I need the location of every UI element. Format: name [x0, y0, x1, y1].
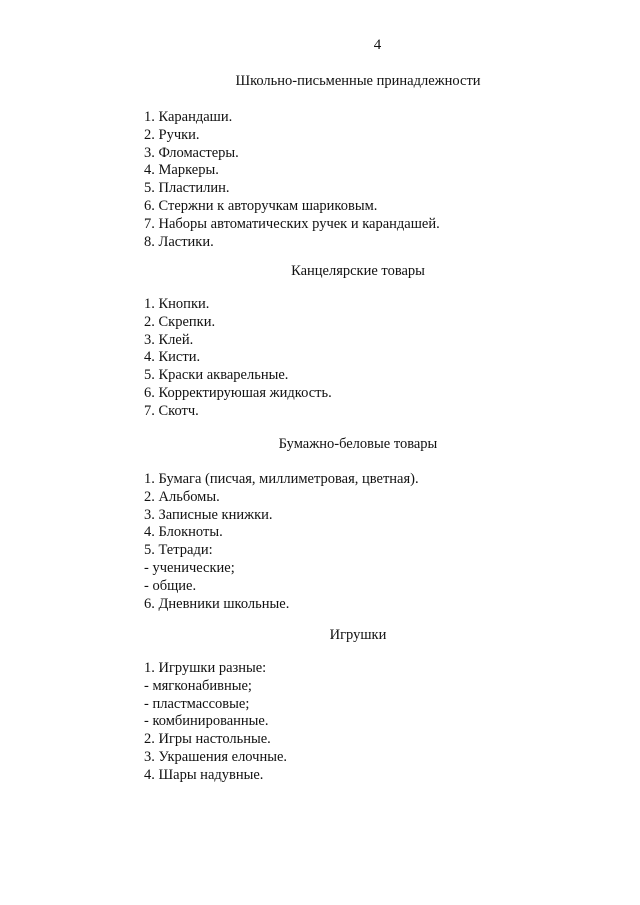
section-title-toys: Игрушки — [329, 627, 387, 643]
list-toys — [144, 660, 287, 785]
list-item: 8. Ластики. — [144, 233, 214, 250]
list-item: - общие. — [144, 577, 197, 594]
list-item: 6. Корректируюшая жидкость. — [144, 384, 332, 401]
list-item: 5. Тетради: — [144, 542, 213, 559]
list-item: 3. Фломастеры. — [144, 144, 239, 161]
list-paper-goods — [144, 471, 419, 613]
list-item: 7. Наборы автоматических ручек и карандашей. — [144, 215, 440, 232]
list-item: - мягконабивные; — [144, 677, 252, 694]
list-item: - комбинированные. — [144, 713, 269, 730]
list-school-supplies — [144, 109, 440, 251]
list-item: 1. Игрушки разные: — [144, 660, 267, 676]
list-item: 5. Пластилин. — [144, 180, 230, 197]
list-item: 4. Кисти. — [144, 349, 201, 366]
list-item: 4. Блокноты. — [144, 524, 223, 541]
list-item: - ученические; — [144, 559, 235, 576]
list-item: 1. Карандаши. — [144, 109, 233, 125]
section-title-paper-goods: Бумажно-беловые товары — [278, 436, 438, 452]
list-item: 1. Бумага (писчая, миллиметровая, цветная). — [144, 471, 419, 487]
list-item: 2. Альбомы. — [144, 488, 220, 505]
list-item: 4. Шары надувные. — [144, 766, 264, 783]
list-item: 6. Стержни к авторучкам шариковым. — [144, 197, 378, 214]
list-item: - пластмассовые; — [144, 695, 250, 712]
list-item: 4. Маркеры. — [144, 162, 219, 179]
list-item: 3. Украшения елочные. — [144, 748, 288, 765]
list-item: 3. Записные книжки. — [144, 506, 273, 523]
page-number: 4 — [373, 37, 382, 53]
list-office-goods — [144, 296, 332, 421]
list-item: 2. Скрепки. — [144, 313, 216, 330]
list-item: 7. Скотч. — [144, 402, 199, 419]
list-item: 3. Клей. — [144, 331, 194, 348]
section-title-office-goods: Канцелярские товары — [291, 263, 425, 279]
list-item: 6. Дневники школьные. — [144, 595, 290, 612]
section-title-school-supplies: Школьно-письменные принадлежности — [235, 73, 481, 89]
list-item: 2. Ручки. — [144, 126, 200, 143]
list-item: 5. Краски акварельные. — [144, 367, 289, 384]
list-item: 2. Игры настольные. — [144, 731, 271, 748]
list-item: 1. Кнопки. — [144, 296, 210, 312]
